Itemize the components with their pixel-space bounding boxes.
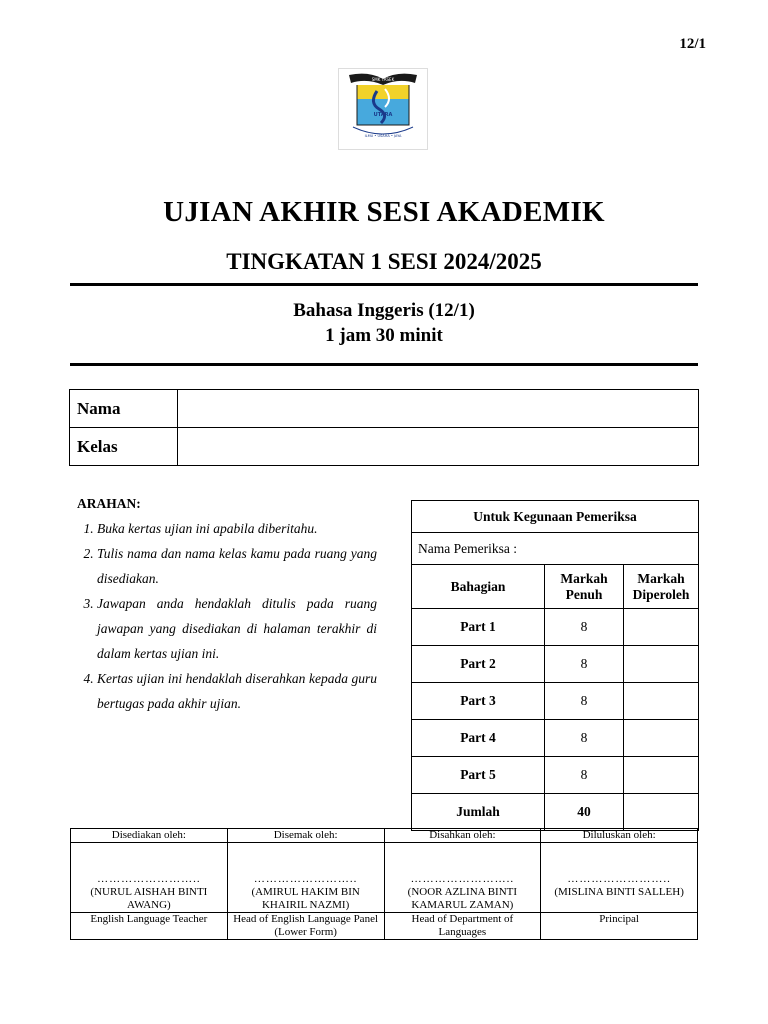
role-label: Disahkan oleh: [384,829,541,843]
signatory-table [70,828,698,940]
signature-line: …………………….. [227,873,384,886]
instruction-item: 1. Buka kertas ujian ini apabila diberitahu. [97,516,377,541]
signatory-name: (NOOR AZLINA BINTI KAMARUL ZAMAN) [384,886,541,913]
part-label: Part 4 [412,720,545,757]
role-label: Diluluskan oleh: [541,829,698,843]
part-label: Part 1 [412,609,545,646]
instructions [77,496,377,716]
table-row [412,720,699,757]
full-marks: 8 [545,646,624,683]
logo-text-bottom: ILMU • USAHA • JAYA [364,134,402,138]
total-obtained-marks[interactable] [624,794,699,831]
logo-text-top: SMK TASEK [371,77,395,82]
identity-table [69,389,699,466]
duration: 1 jam 30 minit [325,325,443,346]
table-row [412,683,699,720]
examiner-heading: Untuk Kegunaan Pemeriksa [412,501,699,533]
instruction-item: 3. Jawapan anda hendaklah ditulis pada ruang jawapan yang disediakan di halaman terakhir di dalam kertas ujian ini. [97,591,377,666]
exam-title: UJIAN AKHIR SESI AKADEMIK [163,196,605,228]
total-label: Jumlah [412,794,545,831]
nama-label: Nama [70,390,178,428]
divider-bottom [70,363,698,366]
signatory-position: Head of Department of Languages [384,913,541,940]
signatory-position-row [71,913,698,940]
exam-subtitle: TINGKATAN 1 SESI 2024/2025 [226,249,542,274]
obtained-marks[interactable] [624,757,699,794]
table-row [412,609,699,646]
identity-row-nama [70,390,699,428]
role-label: Disediakan oleh: [71,829,228,843]
signatory-position: English Language Teacher [71,913,228,940]
part-label: Part 3 [412,683,545,720]
total-row [412,794,699,831]
full-marks: 8 [545,609,624,646]
obtained-marks[interactable] [624,683,699,720]
col-markah-diperoleh: Markah Diperoleh [624,565,699,609]
signature-space [71,843,228,874]
signature-line: …………………….. [384,873,541,886]
signatory-position: Head of English Language Panel (Lower Form) [227,913,384,940]
total-full-marks: 40 [545,794,624,831]
nama-field[interactable] [178,390,699,428]
full-marks: 8 [545,720,624,757]
signature-line: …………………….. [541,873,698,886]
signature-dots-row [71,873,698,886]
obtained-marks[interactable] [624,646,699,683]
part-label: Part 5 [412,757,545,794]
paper-code: 12/1 [679,36,706,52]
examiner-table [411,500,699,831]
col-markah-penuh: Markah Penuh [545,565,624,609]
signatory-name-row [71,886,698,913]
signatory-name: (MISLINA BINTI SALLEH) [541,886,698,913]
signatory-name: (NURUL AISHAH BINTI AWANG) [71,886,228,913]
table-row [412,757,699,794]
instructions-list [77,516,377,716]
signature-space [227,843,384,874]
kelas-label: Kelas [70,428,178,466]
instruction-item: 4. Kertas ujian ini hendaklah diserahkan kepada guru bertugas pada akhir ujian. [97,666,377,716]
full-marks: 8 [545,683,624,720]
subject: Bahasa Inggeris (12/1) [293,300,475,321]
instructions-heading: ARAHAN: [77,496,141,511]
school-logo [338,68,428,150]
kelas-field[interactable] [178,428,699,466]
role-label: Disemak oleh: [227,829,384,843]
signature-space [384,843,541,874]
logo-text-mid: UTARA [373,112,393,118]
examiner-name-label: Nama Pemeriksa : [412,533,699,565]
full-marks: 8 [545,757,624,794]
part-label: Part 2 [412,646,545,683]
signatory-name: (AMIRUL HAKIM BIN KHAIRIL NAZMI) [227,886,384,913]
col-bahagian: Bahagian [412,565,545,609]
signatory-role-row [71,829,698,843]
obtained-marks[interactable] [624,609,699,646]
signature-space [541,843,698,874]
identity-row-kelas [70,428,699,466]
signatory-position: Principal [541,913,698,940]
table-row [412,646,699,683]
instruction-item: 2. Tulis nama dan nama kelas kamu pada ruang yang disediakan. [97,541,377,591]
divider-top [70,283,698,286]
signature-space-row [71,843,698,874]
signature-line: …………………….. [71,873,228,886]
obtained-marks[interactable] [624,720,699,757]
